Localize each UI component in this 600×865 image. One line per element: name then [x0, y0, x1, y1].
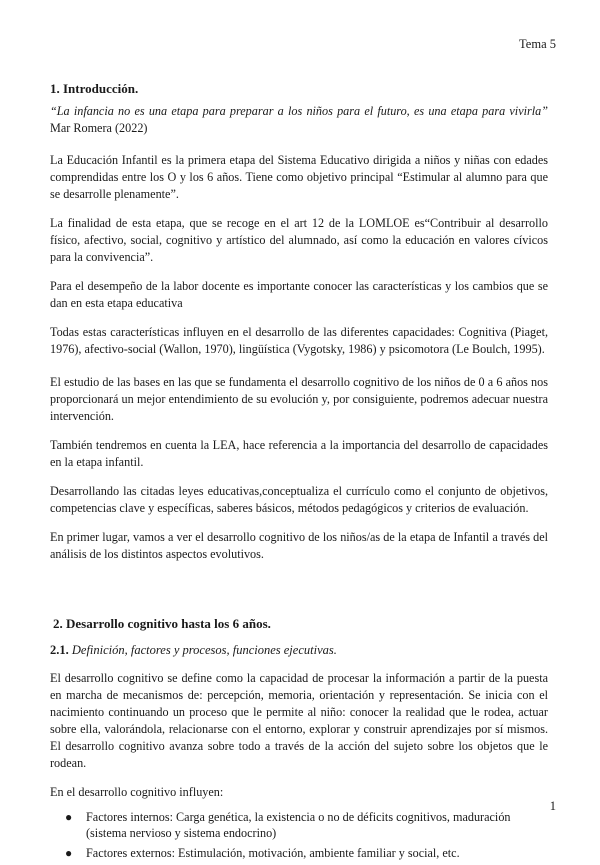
epigraph-quote: “La infancia no es una etapa para preparar a los niños para el futuro, es una etapa para vivirla” [50, 104, 548, 118]
subsection-title [50, 642, 548, 659]
factors-list [50, 809, 548, 861]
bullet-icon: ● [65, 810, 73, 824]
list-item [65, 845, 548, 861]
section-spacer [50, 575, 548, 615]
paragraph: La finalidad de esta etapa, que se recoge en el art 12 de la LOMLOE es“Contribuir al desarrollo físico, afectivo, social, cognitivo y artístico del alumnado, así como la educación en valores cívicos para la convivencia”. [50, 216, 548, 264]
epigraph-author: Mar Romera (2022) [50, 121, 148, 135]
paragraph: Desarrollando las citadas leyes educativas,conceptualiza el currículo como el conjunto de objetivos, competencias clave y específicas, saberes básicos, métodos pedagógicos y criterios de evaluación. [50, 484, 548, 515]
section-1-title: 1. Introducción. [50, 81, 139, 96]
epigraph [50, 103, 548, 137]
bullet-icon: ● [65, 846, 73, 860]
paragraph: En primer lugar, vamos a ver el desarrollo cognitivo de los niños/as de la etapa de Infantil a través del análisis de los distintos aspectos evolutivos. [50, 530, 548, 561]
list-item [65, 809, 548, 841]
list-item-text: Factores internos: Carga genética, la existencia o no de déficits cognitivos, maduración (sistema nervioso y sistema endocrino) [86, 810, 511, 840]
paragraph: Para el desempeño de la labor docente es importante conocer las características y los cambios que se dan en esta etapa educativa [50, 279, 548, 310]
paragraph: En el desarrollo cognitivo influyen: [50, 785, 224, 799]
paragraph: También tendremos en cuenta la LEA, hace referencia a la importancia del desarrollo de capacidades en la etapa infantil. [50, 438, 548, 469]
subsection-name: Definición, factores y procesos, funciones ejecutivas. [68, 643, 337, 657]
paragraph: El estudio de las bases en las que se fundamenta el desarrollo cognitivo de los niños de 0 a 6 años nos proporcionará un mejor entendimiento de su evolución y, por consiguiente, podremos adecuar nuestra intervención. [50, 375, 548, 423]
list-item-text: Factores externos: Estimulación, motivación, ambiente familiar y social, etc. [86, 846, 460, 860]
page-number: 1 [549, 799, 556, 813]
paragraph: Todas estas características influyen en el desarrollo de las diferentes capacidades: Cognitiva (Piaget, 1976), afectivo-social (Wallon, 1970), lingüística (Vygotsky, 1986) y psicomotora (Le Boulch, 1995). [50, 325, 548, 356]
page-content [50, 80, 548, 865]
paragraph: El desarrollo cognitivo se define como la capacidad de procesar la información a partir de la puesta en marcha de mecanismos de: percepción, memoria, orientación y representación. Se inicia con el nacimiento continuando un proceso que le permite al niño: conocer la realidad que le rodea, actuar sobre ella, valorándola, relacionarse con el entorno, explorar y construir aprendizajes por sí mismos. El desarrollo cognitivo avanza sobre todo a través de la acción del sujeto sobre los objetos que le rodean. [50, 671, 548, 770]
topic-header: Tema 5 [519, 37, 556, 51]
paragraph: La Educación Infantil es la primera etapa del Sistema Educativo dirigida a niños y niñas con edades comprendidas entre los O y los 6 años. Tiene como objetivo principal “Estimular al alumno para que se desarrolle plenamente”. [50, 153, 548, 201]
subsection-number: 2.1. [50, 643, 69, 657]
section-2-title: 2. Desarrollo cognitivo hasta los 6 años. [53, 616, 271, 631]
